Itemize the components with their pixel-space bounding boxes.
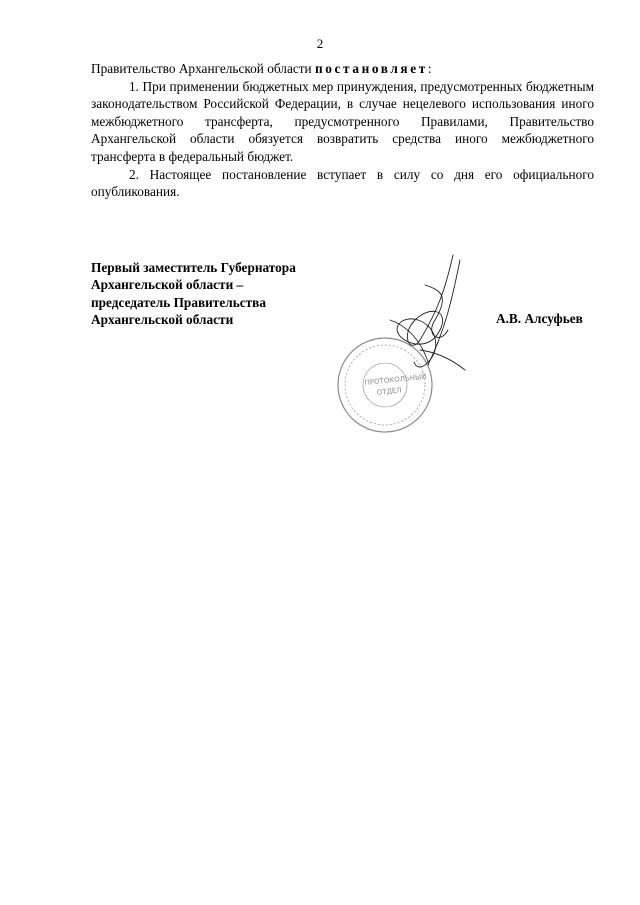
signer-position-line: Архангельской области [91,312,234,328]
preamble-text: Правительство Архангельской области [91,61,316,76]
signer-position-line: Архангельской области – [91,277,244,293]
signer-name: А.В. Алсуфьев [496,311,583,326]
handwritten-signature [390,255,465,370]
svg-text:ОТДЕЛ: ОТДЕЛ [376,386,403,397]
page-number: 2 [316,36,324,51]
signer-position-line: Первый заместитель Губернатора [91,260,296,275]
official-stamp [338,338,432,432]
preamble-colon: : [427,61,432,76]
svg-text:ПРОТОКОЛЬНЫЙ: ПРОТОКОЛЬНЫЙ [364,372,427,388]
stamp-and-signature [330,250,480,450]
preamble [91,60,594,78]
paragraph-1: 1. При применении бюджетных мер принуждения, предусмотренных бюджетным законодательством Российской Федерации, в случае нецелевого использования иного межбюджетного трансферта, предусмотренного Правилами, Правительство Архангельской области обязуется возвратить средства иного межбюджетного трансферта в федеральный бюджет. [91,78,594,164]
signer-position-line: председатель Правительства [91,294,266,310]
signer-position [91,259,351,329]
resolution-body [91,60,594,201]
paragraph-2: 2. Настоящее постановление вступает в силу со дня его официального опубликования. [91,166,594,200]
resolution-keyword: постановляет [315,61,428,76]
